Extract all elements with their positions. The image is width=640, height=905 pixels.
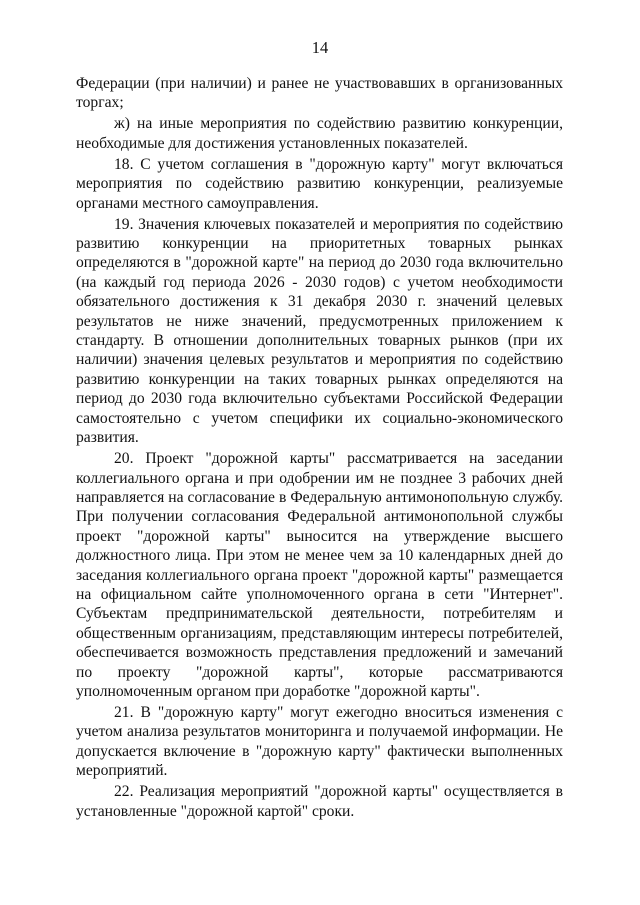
paragraph-item-21: 21. В "дорожную карту" могут ежегодно вноситься изменения с учетом анализа результатов мониторинга и получаемой информации. Не допускается включение в "дорожную карту" фактически выполненных мероприятий. xyxy=(76,703,563,780)
paragraph-item-18: 18. С учетом соглашения в "дорожную карту" могут включаться мероприятия по содействию развитию конкуренции, реализуемые органами местного самоуправления. xyxy=(76,155,563,212)
paragraph-item-20: 20. Проект "дорожной карты" рассматривается на заседании коллегиального органа и при одобрении им не позднее 3 рабочих дней направляется на согласование в Федеральную антимонопольную службу. При получении согласования Федеральной антимонопольной службы проект "дорожной карты" выносится на утверждение высшего должностного лица. При этом не менее чем за 10 календарных дней до заседания коллегиального органа проект "дорожной карты" размещается на официальном сайте уполномоченного органа в сети "Интернет". Субъектам предпринимательской деятельности, потребителям и общественным организациям, представляющим интересы потребителей, обеспечивается возможность представления предложений и замечаний по проекту "дорожной карты", которые рассматриваются уполномоченным органом при доработке "дорожной карты". xyxy=(76,450,563,700)
paragraph-item-22: 22. Реализация мероприятий "дорожной карты" осуществляется в установленные "дорожной картой" сроки. xyxy=(76,783,563,820)
document-body xyxy=(76,74,563,821)
paragraph-continuation: Федерации (при наличии) и ранее не участвовавших в организованных торгах; xyxy=(76,75,563,112)
paragraph-item-zh: ж) на иные мероприятия по содействию развитию конкуренции, необходимые для достижения установленных показателей. xyxy=(76,115,563,152)
page-number: 14 xyxy=(311,38,329,57)
paragraph-item-19: 19. Значения ключевых показателей и мероприятия по содействию развитию конкуренции на приоритетных товарных рынках определяются в "дорожной карте" на период до 2030 года включительно (на каждый год периода 2026 - 2030 годов) с учетом необходимости обязательного достижения к 31 декабря 2030 г. значений целевых результатов не ниже значений, предусмотренных приложением к стандарту. В отношении дополнительных товарных рынков (при их наличии) значения целевых результатов и мероприятия по содействию развитию конкуренции на таких товарных рынках определяются на период до 2030 года включительно субъектами Российской Федерации самостоятельно с учетом специфики их социально-экономического развития. xyxy=(76,215,563,447)
